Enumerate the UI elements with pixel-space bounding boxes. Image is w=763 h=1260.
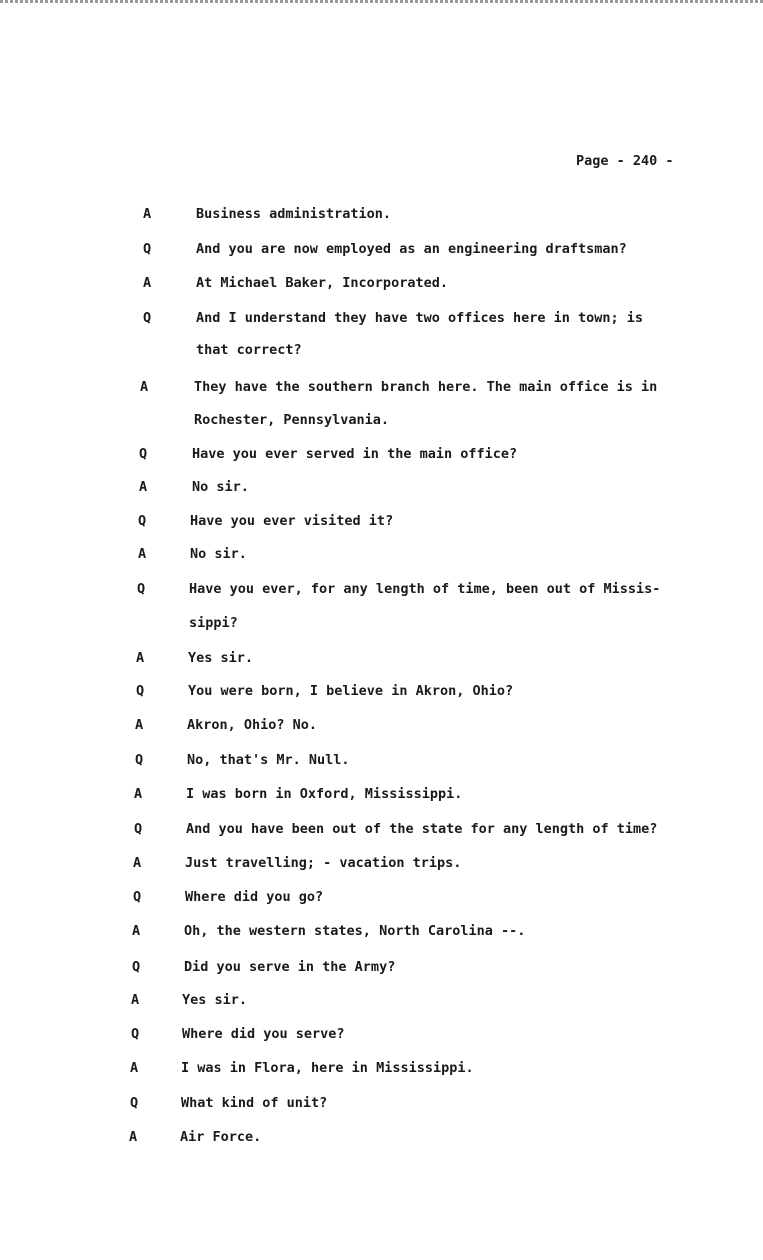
transcript-line [0, 275, 763, 293]
line-text: Air Force. [180, 1129, 262, 1145]
transcript-line [0, 379, 763, 397]
transcript-line [0, 889, 763, 907]
line-text: Where did you serve? [182, 1026, 345, 1042]
transcript-line [0, 1026, 763, 1044]
speaker-label: A [143, 275, 152, 291]
line-text: Where did you go? [185, 889, 324, 905]
line-text: Oh, the western states, North Carolina --. [184, 923, 526, 939]
line-text: No sir. [190, 546, 247, 562]
speaker-label: Q [135, 752, 144, 768]
transcript-line [0, 342, 763, 360]
line-text: No, that's Mr. Null. [187, 752, 350, 768]
page-top-edge [0, 0, 763, 3]
line-text: Just travelling; - vacation trips. [185, 855, 462, 871]
speaker-label: A [138, 546, 147, 562]
transcript-line [0, 513, 763, 531]
line-text: Have you ever, for any length of time, been out of Missis- [189, 581, 661, 597]
line-text: You were born, I believe in Akron, Ohio? [188, 683, 514, 699]
speaker-label: Q [137, 581, 146, 597]
transcript-line [0, 1129, 763, 1147]
page-number: Page - 240 - [576, 153, 674, 169]
transcript-line [0, 992, 763, 1010]
speaker-label: A [132, 923, 141, 939]
speaker-label: A [134, 786, 143, 802]
transcript-line [0, 1095, 763, 1113]
transcript-line [0, 241, 763, 259]
speaker-label: A [139, 479, 148, 495]
line-text: Have you ever served in the main office? [192, 446, 518, 462]
transcript-line [0, 412, 763, 430]
transcript-line [0, 546, 763, 564]
line-text: Akron, Ohio? No. [187, 717, 318, 733]
line-text: They have the southern branch here. The main office is in [194, 379, 658, 395]
speaker-label: A [131, 992, 140, 1008]
line-text: Have you ever visited it? [190, 513, 394, 529]
line-text: Business administration. [196, 206, 392, 222]
transcript-line [0, 752, 763, 770]
line-text: Yes sir. [188, 650, 254, 666]
speaker-label: A [129, 1129, 138, 1145]
speaker-label: Q [134, 821, 143, 837]
transcript-line [0, 821, 763, 839]
speaker-label: Q [131, 1026, 140, 1042]
transcript-line [0, 786, 763, 804]
line-text: sippi? [189, 615, 238, 631]
transcript-line [0, 959, 763, 977]
speaker-label: Q [143, 241, 152, 257]
speaker-label: Q [136, 683, 145, 699]
line-text: No sir. [192, 479, 249, 495]
speaker-label: A [135, 717, 144, 733]
line-text: And I understand they have two offices here in town; is [196, 310, 644, 326]
line-text: And you have been out of the state for any length of time? [186, 821, 658, 837]
line-text: Yes sir. [182, 992, 248, 1008]
transcript-line [0, 683, 763, 701]
line-text: I was in Flora, here in Mississippi. [181, 1060, 474, 1076]
speaker-label: A [130, 1060, 139, 1076]
speaker-label: A [143, 206, 152, 222]
transcript-line [0, 581, 763, 599]
speaker-label: A [140, 379, 149, 395]
transcript-line [0, 717, 763, 735]
transcript-line [0, 310, 763, 328]
speaker-label: Q [138, 513, 147, 529]
speaker-label: Q [132, 959, 141, 975]
transcript-line [0, 650, 763, 668]
line-text: At Michael Baker, Incorporated. [196, 275, 448, 291]
line-text: Rochester, Pennsylvania. [194, 412, 390, 428]
transcript-line [0, 923, 763, 941]
line-text: And you are now employed as an engineering draftsman? [196, 241, 627, 257]
line-text: I was born in Oxford, Mississippi. [186, 786, 463, 802]
transcript-line [0, 479, 763, 497]
transcript-line [0, 1060, 763, 1078]
speaker-label: Q [143, 310, 152, 326]
line-text: What kind of unit? [181, 1095, 328, 1111]
speaker-label: A [133, 855, 142, 871]
transcript-line [0, 615, 763, 633]
transcript-line [0, 206, 763, 224]
transcript-line [0, 446, 763, 464]
speaker-label: Q [130, 1095, 139, 1111]
transcript-line [0, 855, 763, 873]
line-text: that correct? [196, 342, 302, 358]
speaker-label: A [136, 650, 145, 666]
speaker-label: Q [133, 889, 142, 905]
speaker-label: Q [139, 446, 148, 462]
line-text: Did you serve in the Army? [184, 959, 396, 975]
